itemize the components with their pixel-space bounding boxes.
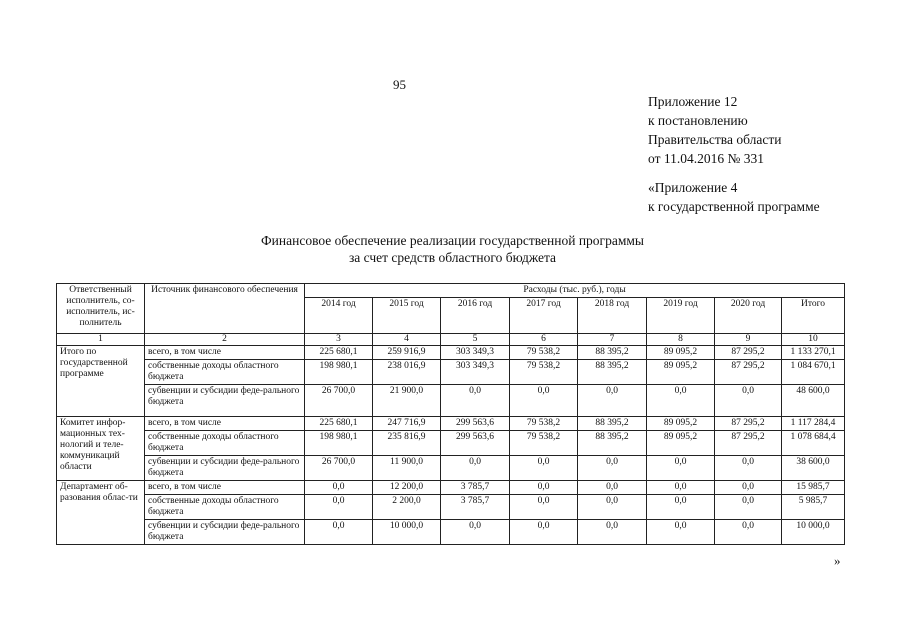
value-cell: 0,0 — [305, 495, 373, 520]
value-cell: 12 200,0 — [373, 481, 441, 495]
value-cell: 26 700,0 — [305, 385, 373, 417]
value-cell: 10 000,0 — [373, 520, 441, 545]
value-cell: 225 680,1 — [305, 346, 373, 360]
total-cell: 48 600,0 — [782, 385, 845, 417]
page-number: 95 — [393, 77, 406, 92]
value-cell: 259 916,9 — [373, 346, 441, 360]
value-cell: 79 538,2 — [510, 346, 578, 360]
value-cell: 0,0 — [715, 495, 782, 520]
appendix-line: «Приложение 4 — [648, 180, 738, 195]
header-row — [57, 284, 845, 298]
executor-cell: Комитет инфор-мационных тех-нологий и теле-коммуникаций области — [57, 417, 145, 481]
year-header: 2018 год — [578, 298, 647, 334]
appendix-line: к государственной программе — [648, 199, 820, 214]
column-index: 2 — [145, 334, 305, 346]
table-row — [57, 417, 845, 431]
column-index: 8 — [647, 334, 715, 346]
total-header: Итого — [782, 298, 845, 334]
appendix-line: от 11.04.2016 № 331 — [648, 151, 764, 166]
year-header: 2017 год — [510, 298, 578, 334]
value-cell: 26 700,0 — [305, 456, 373, 481]
value-cell: 0,0 — [510, 456, 578, 481]
value-cell: 0,0 — [715, 520, 782, 545]
value-cell: 0,0 — [647, 456, 715, 481]
column-index: 1 — [57, 334, 145, 346]
value-cell: 0,0 — [441, 456, 510, 481]
value-cell: 87 295,2 — [715, 346, 782, 360]
value-cell: 247 716,9 — [373, 417, 441, 431]
value-cell: 225 680,1 — [305, 417, 373, 431]
value-cell: 11 900,0 — [373, 456, 441, 481]
source-cell: собственные доходы областного бюджета — [145, 495, 305, 520]
value-cell: 88 395,2 — [578, 346, 647, 360]
executor-header: Ответственный исполнитель, со-исполнитель, ис-полнитель — [57, 284, 145, 334]
value-cell: 0,0 — [647, 495, 715, 520]
total-cell: 5 985,7 — [782, 495, 845, 520]
total-cell: 1 117 284,4 — [782, 417, 845, 431]
financing-table — [56, 283, 845, 545]
table-row — [57, 520, 845, 545]
value-cell: 0,0 — [578, 456, 647, 481]
year-header: 2020 год — [715, 298, 782, 334]
title-line: Финансовое обеспечение реализации государственной программы — [261, 233, 644, 248]
table-row — [57, 385, 845, 417]
source-cell: собственные доходы областного бюджета — [145, 360, 305, 385]
source-cell: всего, в том числе — [145, 346, 305, 360]
executor-cell: Итого по государственной программе — [57, 346, 145, 417]
value-cell: 299 563,6 — [441, 417, 510, 431]
value-cell: 0,0 — [578, 385, 647, 417]
value-cell: 0,0 — [510, 385, 578, 417]
value-cell: 198 980,1 — [305, 431, 373, 456]
program-appendix-header — [648, 178, 820, 216]
column-index: 3 — [305, 334, 373, 346]
value-cell: 3 785,7 — [441, 495, 510, 520]
table-row — [57, 346, 845, 360]
year-header: 2019 год — [647, 298, 715, 334]
value-cell: 3 785,7 — [441, 481, 510, 495]
closing-quote: » — [834, 553, 841, 568]
total-cell: 1 133 270,1 — [782, 346, 845, 360]
value-cell: 198 980,1 — [305, 360, 373, 385]
value-cell: 235 816,9 — [373, 431, 441, 456]
year-header: 2015 год — [373, 298, 441, 334]
table-row — [57, 481, 845, 495]
value-cell: 0,0 — [510, 520, 578, 545]
source-header: Источник финансового обеспечения — [145, 284, 305, 334]
table-row — [57, 495, 845, 520]
value-cell: 87 295,2 — [715, 360, 782, 385]
table-row — [57, 431, 845, 456]
value-cell: 0,0 — [647, 520, 715, 545]
value-cell: 0,0 — [647, 481, 715, 495]
value-cell: 79 538,2 — [510, 360, 578, 385]
executor-cell: Департамент об-разования облас-ти — [57, 481, 145, 545]
value-cell: 303 349,3 — [441, 346, 510, 360]
column-index: 7 — [578, 334, 647, 346]
table-row — [57, 456, 845, 481]
value-cell: 299 563,6 — [441, 431, 510, 456]
source-cell: субвенции и субсидии феде-рального бюджета — [145, 456, 305, 481]
value-cell: 89 095,2 — [647, 417, 715, 431]
column-index: 5 — [441, 334, 510, 346]
column-index: 10 — [782, 334, 845, 346]
appendix-line: к постановлению — [648, 113, 748, 128]
expenses-header: Расходы (тыс. руб.), годы — [305, 284, 845, 298]
value-cell: 21 900,0 — [373, 385, 441, 417]
column-index: 6 — [510, 334, 578, 346]
document-title — [150, 232, 755, 266]
column-index: 4 — [373, 334, 441, 346]
value-cell: 0,0 — [305, 481, 373, 495]
total-cell: 1 084 670,1 — [782, 360, 845, 385]
value-cell: 303 349,3 — [441, 360, 510, 385]
source-cell: всего, в том числе — [145, 417, 305, 431]
total-cell: 38 600,0 — [782, 456, 845, 481]
value-cell: 79 538,2 — [510, 431, 578, 456]
value-cell: 0,0 — [578, 481, 647, 495]
value-cell: 87 295,2 — [715, 431, 782, 456]
value-cell: 89 095,2 — [647, 360, 715, 385]
source-cell: всего, в том числе — [145, 481, 305, 495]
year-header: 2016 год — [441, 298, 510, 334]
value-cell: 0,0 — [578, 520, 647, 545]
total-cell: 15 985,7 — [782, 481, 845, 495]
value-cell: 0,0 — [441, 385, 510, 417]
appendix-line: Приложение 12 — [648, 94, 738, 109]
value-cell: 88 395,2 — [578, 431, 647, 456]
title-line: за счет средств областного бюджета — [348, 250, 557, 265]
source-cell: собственные доходы областного бюджета — [145, 431, 305, 456]
value-cell: 0,0 — [647, 385, 715, 417]
value-cell: 2 200,0 — [373, 495, 441, 520]
value-cell: 0,0 — [715, 385, 782, 417]
value-cell: 88 395,2 — [578, 417, 647, 431]
value-cell: 89 095,2 — [647, 346, 715, 360]
column-index: 9 — [715, 334, 782, 346]
year-header: 2014 год — [305, 298, 373, 334]
value-cell: 0,0 — [305, 520, 373, 545]
value-cell: 79 538,2 — [510, 417, 578, 431]
source-cell: субвенции и субсидии феде-рального бюджета — [145, 520, 305, 545]
value-cell: 89 095,2 — [647, 431, 715, 456]
value-cell: 0,0 — [510, 481, 578, 495]
source-cell: субвенции и субсидии феде-рального бюджета — [145, 385, 305, 417]
value-cell: 87 295,2 — [715, 417, 782, 431]
value-cell: 0,0 — [715, 456, 782, 481]
value-cell: 0,0 — [441, 520, 510, 545]
appendix-line: Правительства области — [648, 132, 782, 147]
value-cell: 88 395,2 — [578, 360, 647, 385]
appendix-header — [648, 92, 781, 168]
table-row — [57, 360, 845, 385]
value-cell: 0,0 — [715, 481, 782, 495]
value-cell: 0,0 — [510, 495, 578, 520]
column-index-row — [57, 334, 845, 346]
total-cell: 1 078 684,4 — [782, 431, 845, 456]
value-cell: 0,0 — [578, 495, 647, 520]
total-cell: 10 000,0 — [782, 520, 845, 545]
value-cell: 238 016,9 — [373, 360, 441, 385]
